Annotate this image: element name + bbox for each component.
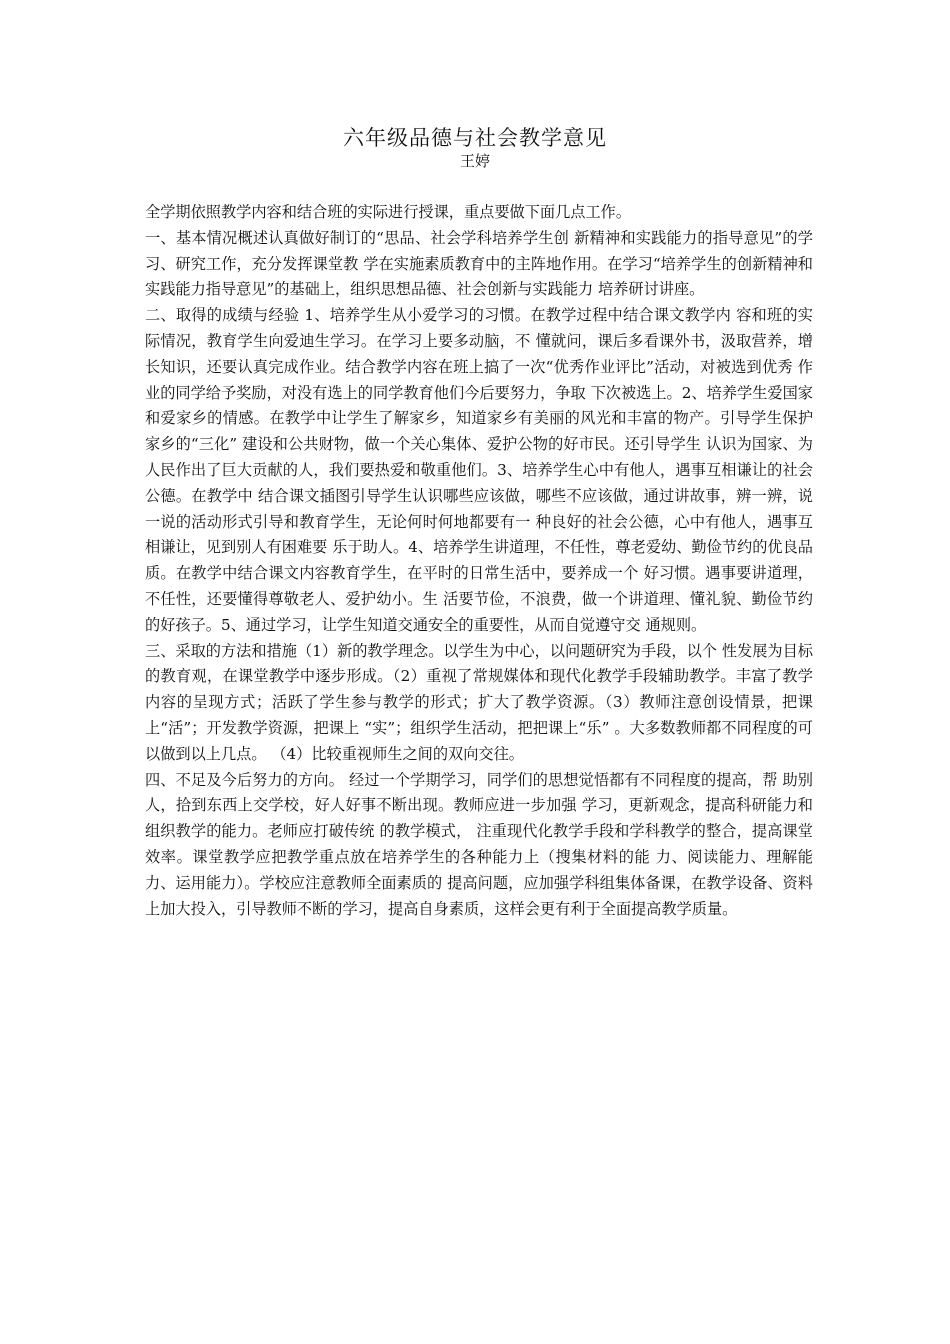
document-author: 王婷 (459, 152, 490, 170)
section-4-paragraph: 四、不足及今后努力的方向。 经过一个学期学习，同学们的思想觉悟都有不同程度的提高，帮 助别人，拾到东西上交学校，好人好事不断出现。教师应进一步加强 学习，更新观念，提高科研能力和组织教学的能力。老师应打破传统 的教学模式， 注重现代化教学手段和学科教学的整合，提高课堂效率。课堂教学应把教学重点放在培养学生的各种能力上（搜集材料的能 力、阅读能力、理解能力、运用能力）。学校应注意教师全面素质的 提高问题，应加强学科组集体备课，在教学设备、资料上加大投入，引导教师不断的学习，提高自身素质，这样会更有利于全面提高教学质量。 (145, 770, 813, 918)
section-3-paragraph: 三、采取的方法和措施（1）新的教学理念。以学生为中心，以问题研究为手段，以个 性发展为目标的教育观，在课堂教学中逐步形成。（2）重视了常规媒体和现代化教学手段辅助教学。丰富了教学 内容的呈现方式；活跃了学生参与教学的形式；扩大了教学资源。（3）教师注意创设情景，把课上“活”；开发教学资源，把课上 “实”；组织学生活动，把把课上“乐” 。大多数教师都不同程度的可 以做到以上几点。 （4）比较重视师生之间的双向交往。 (145, 641, 813, 763)
document-body (145, 200, 813, 922)
document-title: 六年级品德与社会教学意见 (343, 126, 607, 150)
section-1-paragraph: 一、基本情况概述认真做好制订的“思品、社会学科培养学生创 新精神和实践能力的指导意见”的学习、研究工作，充分发挥课堂教 学在实施素质教育中的主阵地作用。在学习“培养学生的创新精神和 实践能力指导意见”的基础上，组织思想品德、社会创新与实践能力 培养研讨讲座。 (145, 228, 813, 299)
intro-paragraph: 全学期依照教学内容和结合班的实际进行授课，重点要做下面几点工作。 (145, 203, 631, 221)
section-2-paragraph: 二、取得的成绩与经验 1、培养学生从小爱学习的习惯。在教学过程中结合课文教学内 容和班的实际情况，教育学生向爱迪生学习。在学习上要多动脑，不 懂就问，课后多看课外书，汲取营养，增长知识，还要认真完成作业。结合教学内容在班上搞了一次“优秀作业评比”活动，对被选到优秀 作业的同学给予奖励，对没有选上的同学教育他们今后要努力，争取 下次被选上。2、培养学生爱国家和爱家乡的情感。在教学中让学生了解家乡，知道家乡有美丽的风光和丰富的物产。引导学生保护家乡的“三化” 建设和公共财物，做一个关心集体、爱护公物的好市民。还引导学生 认识为国家、为人民作出了巨大贡献的人，我们要热爱和敬重他们。3、培养学生心中有他人，遇事互相谦让的社会公德。在教学中 结合课文插图引导学生认识哪些应该做，哪些不应该做，通过讲故事，辨一辨，说一说的活动形式引导和教育学生，无论何时何地都要有一 种良好的社会公德，心中有他人，遇事互相谦让，见到别人有困难要 乐于助人。4、培养学生讲道理，不任性，尊老爱幼、勤俭节约的优良品质。在教学中结合课文内容教育学生，在平时的日常生活中，要养成一个 好习惯。遇事要讲道理，不任性，还要懂得尊敬老人、爱护幼小。生 活要节俭，不浪费，做一个讲道理、懂礼貌、勤俭节约的好孩子。5、通过学习，让学生知道交通安全的重要性，从而自觉遵守交 通规则。 (145, 306, 813, 634)
